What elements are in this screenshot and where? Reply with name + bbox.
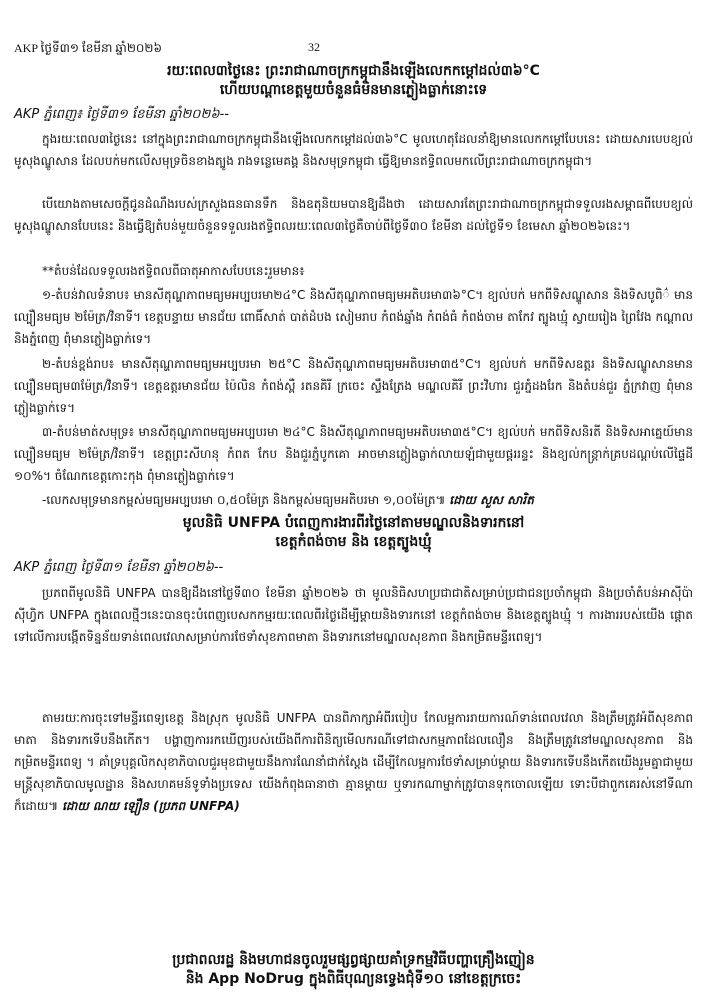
article-2-byline: AKP ភ្នំពេញ ថ្ងៃទី៣១ ខែមីនា ឆ្នាំ២០២៦-- xyxy=(14,560,224,575)
article-1-paragraph: ៣-តំបន់មាត់សមុទ្រ៖ មានសីតុណ្ហភាពមធ្យមអប្បបរមា ២៤°C និងសីតុណ្ហភាពមធ្យមអតិបរមា៣៥°C។ ខ្យល់បក់ មកពីទិសនិរតី និងទិសអាគ្នេយ៍មានល្បឿនមធ្យម ២ម៉ែត្រ/វិនាទី។ ខេត្តព្រះសីហនុ កំពត កែប និងជួរភ្នំបូកគោ អាចមានភ្លៀងធ្លាក់លាយឡំជាមួយផ្គររន្ទះ និងខ្យល់កន្ត្រាក់គ្របដណ្ដប់លើផ្ទៃដី ១០%។ ចំណែកខេត្តកោះកុង ពុំមានភ្លៀងធ្លាក់ទេ។ xyxy=(14,425,693,483)
article-1-body xyxy=(14,128,693,172)
page-header xyxy=(14,40,693,56)
article-1-body xyxy=(14,193,693,237)
article-1-headline xyxy=(14,62,693,100)
article-1-body xyxy=(14,284,693,350)
article-2-headline xyxy=(14,514,693,552)
article-1-headline-line-1: រយៈពេល៣ថ្ងៃនេះ ព្រះរាជាណាចក្រកម្ពុជានឹងឡើងលេកកម្ដៅដល់៣៦°C xyxy=(167,63,540,79)
article-1-byline-block xyxy=(14,106,693,124)
article-1-body xyxy=(14,489,693,511)
article-1-body xyxy=(14,260,693,282)
article-2-credit: ដោយ ណយ ឡឿន (ប្រភព UNFPA) xyxy=(62,799,240,813)
page-number: 32 xyxy=(308,40,320,54)
article-3-headline xyxy=(14,951,693,989)
article-1-paragraph: បើយោងតាមសេចក្ដីជូនដំណឹងរបស់ក្រសួងធនធានទឹក និងឧតុនិយមបានឱ្យដឹងថា ដោយសារតែព្រះរាជាណាចក្រកម្ពុជាទទួលរងសម្ពាធពីបេបខ្យល់មូសុងណ្ឌូសានបែបនេះ និងធ្វើឱ្យតំបន់មួយចំនួនទទួលរងឥទ្ធិពលរយៈពេល៣ថ្ងៃគឺចាប់ពីថ្ងៃទី៣០ ខែមីនា ដល់ថ្ងៃទី១ ខែមេសា ឆ្នាំ២០២៦នេះ។ xyxy=(14,197,693,233)
article-1-headline-line-2: ហើយបណ្ដាខេត្តមួយចំនួនធំមិនមានភ្លៀងធ្លាក់នោះទេ xyxy=(219,82,488,98)
article-2-headline-line-1: មូលនិធិ UNFPA បំពេញការងារពីរថ្ងៃនៅតាមមណ្ឌលនិងទារកនៅ xyxy=(182,515,525,531)
article-1-body xyxy=(14,353,693,419)
article-1-paragraph: ២-តំបន់ខ្ពង់រាប៖ មានសីតុណ្ហភាពមធ្យមអប្បបរមា ២៥°C និងសីតុណ្ហភាពមធ្យមអតិបរមា៣៥°C។ ខ្យល់បក់ មកពីទិសឧត្តរ និងទិសណ្ឌូសានមានល្បឿនមធ្យម៣ម៉ែត្រ/វិនាទី។ ខេត្តឧត្តរមានជ័យ ប៉ៃលិន កំពង់ស្ពឺ រតនគិរី ក្រចេះ ស្ទឹងត្រែង មណ្ឌលគិរី ព្រះវិហារ ជួរភ្នំដងរែក និងតំបន់ជួរ ភ្នំក្រវាញ ពុំមានភ្លៀងធ្លាក់ទេ។ xyxy=(14,357,693,415)
article-2-byline-block xyxy=(14,559,693,577)
article-1-paragraph: ១-តំបន់វាលទំនាប៖ មានសីតុណ្ហភាពមធ្យមអប្បបរមា២៤°C និងសីតុណ្ហភាពមធ្យមអតិបរមា៣៦°C។ ខ្យល់បក់ មកពីទិសណ្ឌូសាន និងទិសបូពិ៌ មានល្បឿនមធ្យម ២ម៉ែត្រ/វិនាទី។ ខេត្តបន្ទាយ មានជ័យ ពោធិ៍សាត់ បាត់ដំបង សៀមរាប កំពង់ឆ្នាំង កំពង់ធំ កំពង់ចាម តាកែវ ត្បូងឃ្មុំ ស្វាយរៀង ព្រៃវែង កណ្ដាល និងភ្នំពេញ ពុំមានភ្លៀងធ្លាក់ទេ។ xyxy=(14,288,693,346)
article-1-byline: AKP ភ្នំពេញ៖ ថ្ងៃទី៣១ ខែមីនា ឆ្នាំ២០២៦-- xyxy=(14,107,229,122)
header-dateline: AKP ថ្ងៃទី៣១ ខែមីនា ឆ្នាំ២០២៦ xyxy=(14,41,162,55)
article-2-headline-line-2: ខេត្តកំពង់ចាម និង ខេត្តត្បូងឃ្មុំ xyxy=(275,534,432,550)
article-1-paragraph: **តំបន់ដែលទទួលរងឥទ្ធិពលពីធាតុអាកាសបែបនេះរួមមាន៖ xyxy=(42,264,305,278)
article-1-paragraph xyxy=(14,489,693,511)
article-2-paragraph-text: តាមរយៈការចុះទៅមន្ទីរពេទ្យខេត្ត និងស្រុក មូលនិធិ UNFPA បានពិភាក្សាអំពីរបៀប កែលម្អការរាយការណ៍ទាន់ពេលវេលា និងត្រឹមត្រូវអំពីសុខភាពមាតា និងទារកទើបនឹងកើត។ បង្ហាញការរកឃើញរបស់យើងពីការពិនិត្យមើលករណីទៅជាសកម្មភាពដែលលឿន និងត្រឹមត្រូវនៅមណ្ឌលសុខភាព និងកម្រិតមន្ទីរពេទ្យ ។ គាំទ្របុគ្គលិកសុខាភិបាលជួរមុខជាមួយនឹងការណែនាំជាក់ស្ដែង ដើម្បីកែលម្អការថែទាំសម្រាប់ម្ដាយ និងទារកទើបនឹងកើតយើងរួមគ្នាជាមួយមន្ត្រីសុខាភិបាលមូលដ្ឋាន និងសហគមន៍ទូទាំងប្រទេស យើងកំពុងធានាថា គ្មានម្ដាយ ឬទារកណាម្នាក់ត្រូវបានទុកចោលឡើយ ទោះបីជាពួកគេរស់នៅទីណាក៏ដោយ៕ xyxy=(14,711,693,813)
article-3-headline-line-1: ប្រជាពលរដ្ឋ និងមហាជនចូលរួមផ្សព្វផ្សាយគាំទ្រកម្មវិធីបញ្ហាគ្រឿងញៀន xyxy=(172,952,535,968)
article-2-paragraph: ប្រភពពីមូលនិធិ UNFPA បានឱ្យដឹងនៅថ្ងៃទី៣០ ខែមីនា ឆ្នាំ២០២៦ ថា មូលនិធិសហប្រជាជាតិសម្រាប់ប្រជាជនប្រចាំកម្ពុជា និងប្រចាំតំបន់អាស៊ីប៉ាស៊ីហ្វិក UNFPA ក្នុងពេលថ្មីៗនេះបានចុះបំពេញបេសកកម្មរយៈពេលពីរថ្ងៃដើម្បីម្ដាយនិងទារកនៅ ខេត្តកំពង់ចាម និងខេត្តត្បូងឃ្មុំ ។ ការងាររបស់យើង ផ្ដោតទៅលើការបង្កើតទិន្នន័យទាន់ពេលវេលាសម្រាប់ការថែទាំសុខភាពមាតា និងទារកនៅមណ្ឌលសុខភាព និងកម្រិតមន្ទីរពេទ្យ។ xyxy=(14,586,693,644)
article-2-paragraph xyxy=(14,707,693,817)
article-1-credit: ដោយ សួស សារិត xyxy=(449,493,534,507)
article-3-headline-line-2: និង App NoDrug ក្នុងពិធីបុណ្យនទ្វេងជុំទី១០ នៅខេត្តក្រចេះ xyxy=(185,971,522,987)
article-2-body xyxy=(14,707,693,817)
article-1-paragraph: ក្នុងរយៈពេល៣ថ្ងៃនេះ នៅក្នុងព្រះរាជាណាចក្រកម្ពុជានឹងឡើងលេកកម្ដៅដល់៣៦°C មូលហេតុដែលនាំឱ្យមានលេកកម្ដៅបែបនេះ ដោយសារបេបខ្យល់មូសុងណ្ឌូសាន ដែលបក់មកលើសមុទ្រចិនខាងត្បូង រាងទន្លេមេគង្គ និងសមុទ្រកម្ពុជា ធ្វើឱ្យមានឥទ្ធិពលមកលើព្រះរាជាណាចក្រកម្ពុជា។ xyxy=(14,132,693,168)
article-2-body xyxy=(14,582,693,648)
article-1-body xyxy=(14,421,693,487)
article-1-closing: -លេកសមុទ្រមានកម្ពស់មធ្យមអប្បបរមា ០,៥០ម៉ែត្រ និងកម្ពស់មធ្យមអតិបរមា ១,០០ម៉ែត្រ៕ xyxy=(42,493,446,507)
